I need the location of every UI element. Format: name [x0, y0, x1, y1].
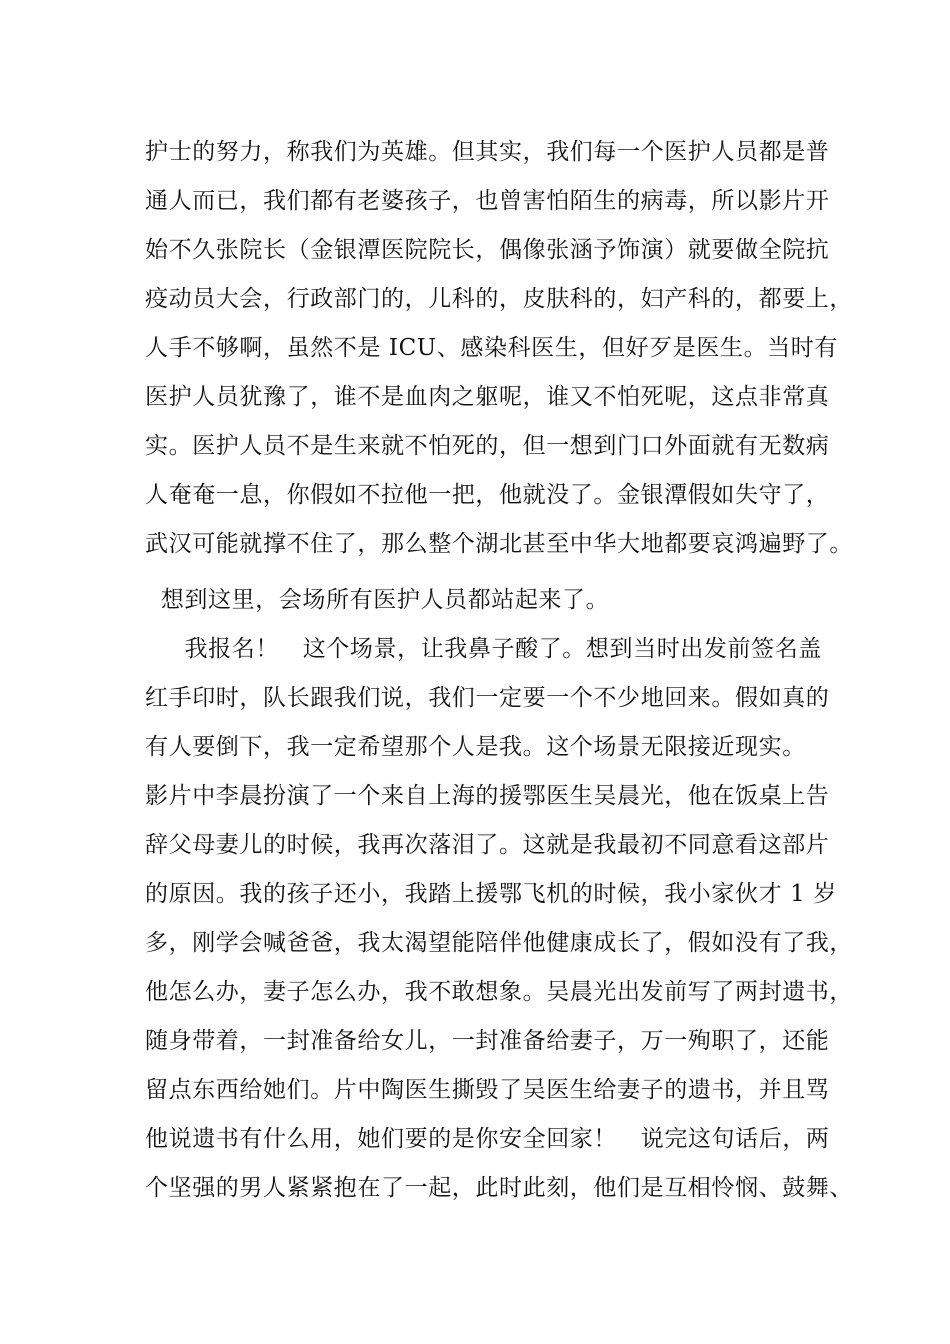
- text-line: 的原因。我的孩子还小，我踏上援鄂飞机的时候，我小家伙才 1 岁: [145, 881, 837, 907]
- text-line: 武汉可能就撑不住了，那么整个湖北甚至中华大地都要哀鸿遍野了。: [145, 531, 853, 557]
- text-line: 个坚强的男人紧紧抱在了一起，此时此刻，他们是互相怜悯、鼓舞、: [145, 1175, 853, 1201]
- text-line: 人奄奄一息，你假如不拉他一把，他就没了。金银潭假如失守了，: [145, 482, 830, 508]
- text-line: 多，刚学会喊爸爸，我太渴望能陪伴他健康成长了，假如没有了我，: [145, 930, 853, 956]
- text-line: 人手不够啊，虽然不是 ICU、感染科医生，但好歹是医生。当时有: [145, 335, 838, 361]
- text-line: 始不久张院长（金银潭医院院长，偶像张涵予饰演）就要做全院抗: [145, 237, 830, 263]
- text-line: 疫动员大会，行政部门的，儿科的，皮肤科的，妇产科的，都要上，: [145, 286, 853, 312]
- text-line: 辞父母妻儿的时候，我再次落泪了。这就是我最初不同意看这部片: [145, 832, 830, 858]
- text-line: 实。医护人员不是生来就不怕死的，但一想到门口外面就有无数病: [145, 433, 830, 459]
- text-line: 想到这里，会场所有医护人员都站起来了。: [145, 587, 610, 613]
- text-line: 他怎么办，妻子怎么办，我不敢想象。吴晨光出发前写了两封遗书，: [145, 979, 853, 1005]
- text-line: 有人要倒下，我一定希望那个人是我。这个场景无限接近现实。: [145, 734, 806, 760]
- text-line: 影片中李晨扮演了一个来自上海的援鄂医生吴晨光，他在饭桌上告: [145, 783, 830, 809]
- text-line: 红手印时，队长跟我们说，我们一定要一个不少地回来。假如真的: [145, 685, 830, 711]
- text-line: 医护人员犹豫了，谁不是血肉之躯呢，谁又不怕死呢，这点非常真: [145, 384, 830, 410]
- text-line: 留点东西给她们。片中陶医生撕毁了吴医生给妻子的遗书，并且骂: [145, 1077, 830, 1103]
- text-line: 我报名！ 这个场景，让我鼻子酸了。想到当时出发前签名盖: [145, 636, 822, 662]
- text-line: 随身带着，一封准备给女儿，一封准备给妻子，万一殉职了，还能: [145, 1028, 830, 1054]
- text-line: 他说遗书有什么用，她们要的是你安全回家！ 说完这句话后，两: [145, 1126, 830, 1152]
- text-line: 通人而已，我们都有老婆孩子，也曾害怕陌生的病毒，所以影片开: [145, 188, 830, 214]
- text-line: 护士的努力，称我们为英雄。但其实，我们每一个医护人员都是普: [145, 139, 830, 165]
